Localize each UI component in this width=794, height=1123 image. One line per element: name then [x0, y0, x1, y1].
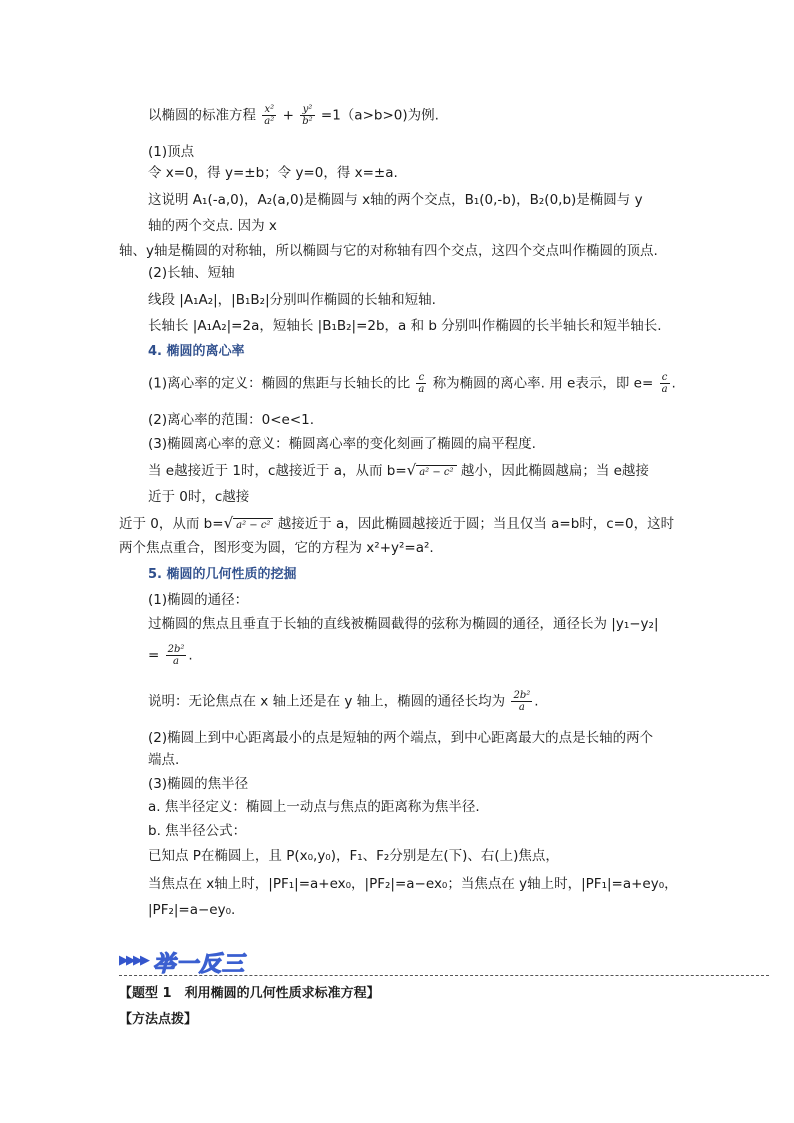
eccentricity-range: (2)离心率的范围：0<e<1. — [148, 412, 315, 428]
section-4-heading: 4. 椭圆的离心率 — [148, 344, 245, 359]
ecc-def-text: (1)离心率的定义：椭圆的焦距与长轴长的比 — [148, 375, 411, 392]
fraction-c-a-2 — [660, 372, 670, 395]
frac-num: x² — [262, 104, 276, 116]
focal-radius-heading: (3)椭圆的焦半径 — [148, 776, 249, 792]
eccentricity-near-0: 近于 0时，c越接 — [148, 489, 250, 505]
frac-den: a — [661, 384, 668, 395]
latus-heading: (1)椭圆的通径： — [148, 592, 249, 608]
frac-num: y² — [300, 104, 314, 116]
ecc-text2: 越小，因此椭圆越扁；当 e越接 — [460, 463, 649, 479]
vertex-heading: (1)顶点 — [148, 144, 195, 160]
axis-heading: (2)长轴、短轴 — [148, 265, 235, 281]
eccentricity-near-0-cont — [119, 513, 674, 534]
distance-line2: 端点. — [148, 752, 180, 768]
focal-radius-definition: a. 焦半径定义：椭圆上一动点与焦点的距离称为焦半径. — [148, 799, 480, 815]
focal-formula-line2: |PF₂|=a−ey₀. — [148, 902, 236, 918]
sqrt-body: a² − c² — [233, 518, 273, 533]
topic-heading: 【题型 1 利用椭圆的几何性质求标准方程】 — [119, 986, 380, 1001]
ecc-text: 当 e越接近于 1时，c越接近于 a，从而 b= — [148, 463, 407, 479]
frac-den: a — [418, 384, 425, 395]
frac-den: a² — [264, 116, 275, 127]
intro-eq-text: =1（a>b>0)为例. — [320, 107, 439, 124]
section-5-heading: 5. 椭圆的几何性质的挖掘 — [148, 567, 297, 582]
period: . — [534, 693, 539, 710]
arrows-icon: ▶▶▶▶ — [119, 953, 147, 968]
fraction-2b2-a — [166, 644, 187, 667]
frac-den: a — [173, 656, 179, 667]
frac-den: b² — [302, 116, 313, 127]
frac-num: 2b² — [513, 690, 531, 701]
banner-title: 举一反三 — [153, 951, 246, 977]
vertex-explain-line3: 轴、y轴是椭圆的对称轴，所以椭圆与它的对称轴有四个交点，这四个交点叫作椭圆的顶点. — [119, 243, 658, 259]
eccentricity-definition — [148, 372, 676, 395]
sqrt-icon: √ — [406, 461, 417, 479]
intro-line — [148, 104, 439, 127]
vertex-explain-line: 这说明 A₁(-a,0)，A₂(a,0)是椭圆与 x轴的两个交点，B₁(0,-b)，B₂(0,b)是椭圆与 y — [148, 192, 643, 208]
latus-note — [148, 690, 539, 713]
latus-formula — [148, 644, 193, 667]
banner — [119, 947, 254, 975]
focal-formula-line: 当焦点在 x轴上时，|PF₁|=a+ex₀，|PF₂|=a−ex₀；当焦点在 y轴上时，|PF₁|=a+ey₀， — [148, 876, 678, 892]
vertex-explain-line2: 轴的两个交点. 因为 x — [148, 218, 277, 234]
equals-sign: = — [148, 647, 160, 664]
ecc-text2: 越接近于 a，因此椭圆越接近于圆；当且仅当 a=b时，c=0，这时 — [277, 516, 675, 532]
ecc-text: 近于 0，从而 b= — [119, 516, 224, 532]
frac-num: c — [660, 372, 670, 384]
focal-radius-formula-heading: b. 焦半径公式： — [148, 823, 247, 839]
intro-text: 以椭圆的标准方程 — [148, 107, 256, 124]
plus-sign: + — [282, 107, 294, 124]
frac-den: a — [518, 702, 525, 713]
axis-line: 线段 |A₁A₂|，|B₁B₂|分别叫作椭圆的长轴和短轴. — [148, 292, 436, 308]
eccentricity-near-1 — [148, 460, 649, 481]
note-text: 说明：无论焦点在 x 轴上还是在 y 轴上，椭圆的通径长均为 — [148, 693, 506, 710]
circle-line: 两个焦点重合，图形变为圆，它的方程为 x²+y²=a². — [119, 540, 434, 556]
distance-line: (2)椭圆上到中心距离最小的点是短轴的两个端点，到中心距离最大的点是长轴的两个 — [148, 730, 654, 746]
eccentricity-meaning: (3)椭圆离心率的意义：椭圆离心率的变化刻画了椭圆的扁平程度. — [148, 436, 536, 452]
period: . — [671, 375, 676, 392]
ecc-def-text2: 称为椭圆的离心率. 用 e表示，即 e= — [432, 375, 654, 392]
sqrt-icon: √ — [223, 514, 234, 532]
fraction-c-a — [416, 372, 426, 395]
divider — [119, 975, 769, 976]
fraction-2b2-a-2 — [511, 690, 532, 713]
focal-point-line: 已知点 P在椭圆上，且 P(x₀,y₀)，F₁、F₂分别是左(下)、右(上)焦点， — [148, 848, 559, 864]
latus-line: 过椭圆的焦点且垂直于长轴的直线被椭圆截得的弦称为椭圆的通径，通径长为 |y₁−y₂| — [148, 616, 659, 632]
frac-num: c — [416, 372, 426, 384]
fraction-x2-a2 — [262, 104, 276, 127]
vertex-line: 令 x=0，得 y=±b；令 y=0，得 x=±a. — [148, 165, 398, 181]
period: . — [188, 647, 193, 664]
fraction-y2-b2 — [300, 104, 314, 127]
method-heading: 【方法点拨】 — [119, 1012, 198, 1027]
sqrt-body: a² − c² — [416, 465, 456, 480]
frac-num: 2b² — [167, 644, 185, 655]
axis-length-line: 长轴长 |A₁A₂|=2a，短轴长 |B₁B₂|=2b，a 和 b 分别叫作椭圆的长半轴长和短半轴长. — [148, 318, 662, 334]
